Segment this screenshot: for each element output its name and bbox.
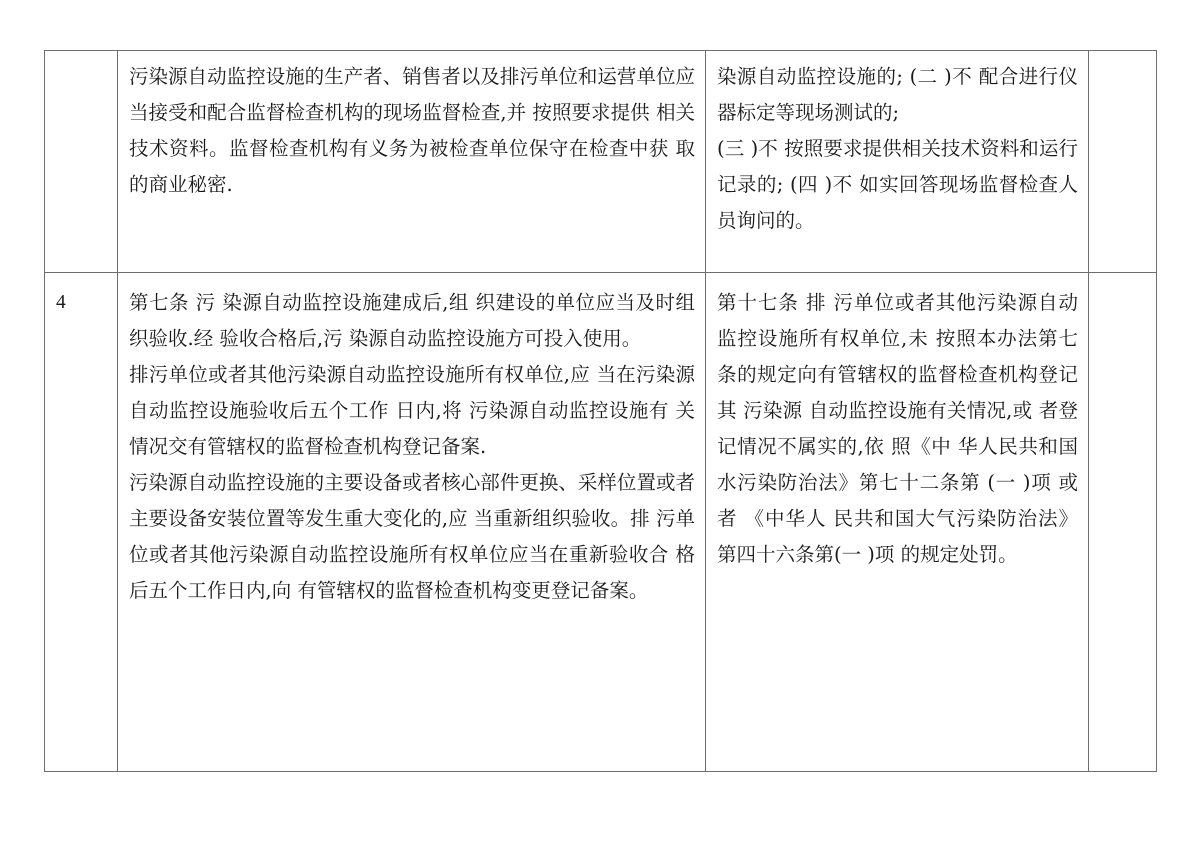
penalty-cell <box>706 51 1089 273</box>
row-number-cell <box>45 51 118 273</box>
row-number-cell <box>45 273 118 772</box>
provision-paragraph: 污染源自动监控设施的生产者、销售者以及排污单位和运营单位应当接受和配合监督检查机构的现场监督检查,并 按照要求提供 相关技术资料。监督检查机构有义务为被检查单位保守在检查中获 取的商业秘密. <box>129 65 695 196</box>
provision-paragraph: 污染源自动监控设施的主要设备或者核心部件更换、采样位置或者主要设备安装位置等发生重大变化的,应 当重新组织验收。排 污单位或者其他污染源自动监控设施所有权单位应当在重新验收合 格后五个工作日内,向 有管辖权的监督检查机构变更登记备案。 <box>129 471 695 602</box>
penalty-cell <box>706 273 1089 772</box>
provision-cell <box>118 51 706 273</box>
penalty-paragraph: (三 )不 按照要求提供相关技术资料和运行记录的; (四 )不 如实回答现场监督检查人员询问的。 <box>717 137 1078 232</box>
row-number: 4 <box>56 292 66 313</box>
regulation-table <box>44 50 1157 772</box>
penalty-paragraph: 第十七条 排 污单位或者其他污染源自动监控设施所有权单位,未 按照本办法第七条的规定向有管辖权的监督检查机构登记其 污染源 自动监控设施有关情况,或 者登记情况不属实的,依 照《中 华人民共和国水污染防治法》第七十二条第 (一 )项 或者 《中华人 民共和国大气污染防治法》第四十六条第(一 )项 的规定处罚。 <box>717 291 1078 566</box>
remark-cell <box>1089 273 1157 772</box>
provision-cell <box>118 273 706 772</box>
table-row <box>45 51 1157 273</box>
table-row <box>45 273 1157 772</box>
penalty-paragraph: 染源自动监控设施的; (二 )不 配合进行仪器标定等现场测试的; <box>717 65 1078 124</box>
provision-paragraph: 第七条 污 染源自动监控设施建成后,组 织建设的单位应当及时组织验收.经 验收合格后,污 染源自动监控设施方可投入使用。 <box>129 291 695 350</box>
remark-cell <box>1089 51 1157 273</box>
provision-paragraph: 排污单位或者其他污染源自动监控设施所有权单位,应 当在污染源自动监控设施验收后五个工作 日内,将 污染源自动监控设施有 关情况交有管辖权的监督检查机构登记备案. <box>129 363 695 458</box>
